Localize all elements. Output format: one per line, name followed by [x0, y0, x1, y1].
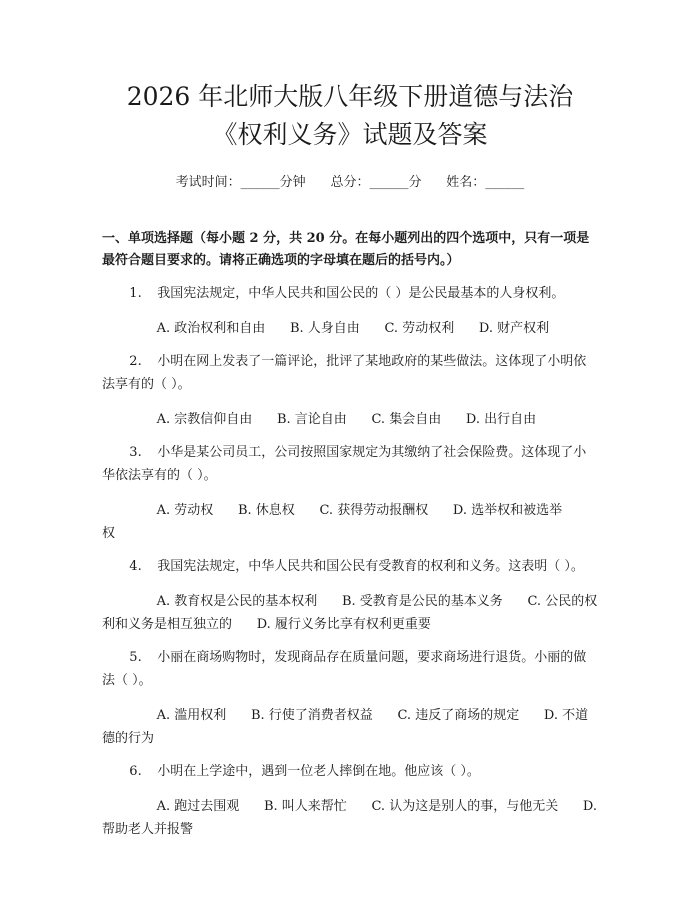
question-text: 我国宪法规定，中华人民共和国公民的（ ）是公民最基本的人身权利。: [157, 286, 565, 301]
option: D. 选举权和被选举权: [102, 503, 563, 541]
option: C. 违反了商场的规定: [397, 708, 520, 723]
option: B. 休息权: [237, 503, 295, 518]
option: D. 出行自由: [465, 412, 537, 427]
question-3: [102, 441, 598, 487]
option: A. 滥用权利: [156, 708, 227, 723]
question-3-options: [102, 499, 598, 545]
section-heading: 一、单项选择题（每小题 2 分，共 20 分。在每小题列出的四个选项中，只有一项是最符合题目要求的。请将正确选项的字母填在题后的括号内。）: [102, 231, 590, 268]
question-list: [102, 282, 598, 841]
option: A. 教育权是公民的基本权利: [156, 594, 318, 609]
option: B. 言论自由: [276, 412, 347, 427]
option: D. 帮助老人并报警: [102, 799, 597, 837]
question-number: 3.: [129, 445, 142, 460]
student-name-field: 姓名：______: [446, 175, 525, 190]
option: C. 公民的权利和义务是相互独立的: [102, 594, 598, 632]
question-2-options: [102, 408, 598, 431]
question-1: [102, 282, 598, 305]
question-6-options: [102, 795, 598, 841]
option: C. 劳动权利: [384, 321, 455, 336]
option: B. 行使了消费者权益: [250, 708, 373, 723]
option: D. 履行义务比享有权利更重要: [256, 617, 431, 632]
question-number: 2.: [129, 354, 142, 369]
question-6: [102, 760, 598, 783]
exam-meta: [102, 171, 598, 190]
option: D. 不道德的行为: [102, 708, 589, 746]
option: B. 叫人来帮忙: [263, 799, 347, 814]
question-number: 6.: [129, 764, 142, 779]
option: A. 劳动权: [156, 503, 214, 518]
option: A. 跑过去围观: [156, 799, 240, 814]
question-5-options: [102, 704, 598, 750]
option: C. 集会自由: [371, 412, 442, 427]
question-text: 我国宪法规定，中华人民共和国公民有受教育的权利和义务。这表明（ ）。: [157, 559, 584, 574]
option: A. 宗教信仰自由: [156, 412, 253, 427]
document-title: 2026 年北师大版八年级下册道德与法治《权利义务》试题及答案: [126, 82, 574, 149]
option: B. 人身自由: [289, 321, 360, 336]
question-number: 1.: [129, 286, 142, 301]
question-text: 小明在网上发表了一篇评论，批评了某地政府的某些做法。这体现了小明依法享有的（ ）。: [102, 354, 587, 392]
question-text: 小丽在商场购物时，发现商品存在质量问题，要求商场进行退货。小丽的做法（ ）。: [102, 650, 587, 688]
question-4: [102, 555, 598, 578]
question-1-options: [102, 317, 598, 340]
question-number: 5.: [129, 650, 142, 665]
option: D. 财产权利: [478, 321, 550, 336]
question-2: [102, 350, 598, 396]
option: C. 认为这是别人的事，与他无关: [371, 799, 559, 814]
option: A. 政治权利和自由: [156, 321, 266, 336]
total-score-field: 总分：______分: [330, 175, 422, 190]
question-text: 小华是某公司员工，公司按照国家规定为其缴纳了社会保险费。这体现了小华依法享有的（ ）。: [102, 445, 587, 483]
question-number: 4.: [129, 559, 142, 574]
option: B. 受教育是公民的基本义务: [341, 594, 503, 609]
question-text: 小明在上学途中，遇到一位老人摔倒在地。他应该（ ）。: [157, 764, 480, 779]
option: C. 获得劳动报酬权: [319, 503, 429, 518]
question-5: [102, 646, 598, 692]
question-4-options: [102, 590, 598, 636]
exam-time-field: 考试时间：______分钟: [175, 175, 306, 190]
